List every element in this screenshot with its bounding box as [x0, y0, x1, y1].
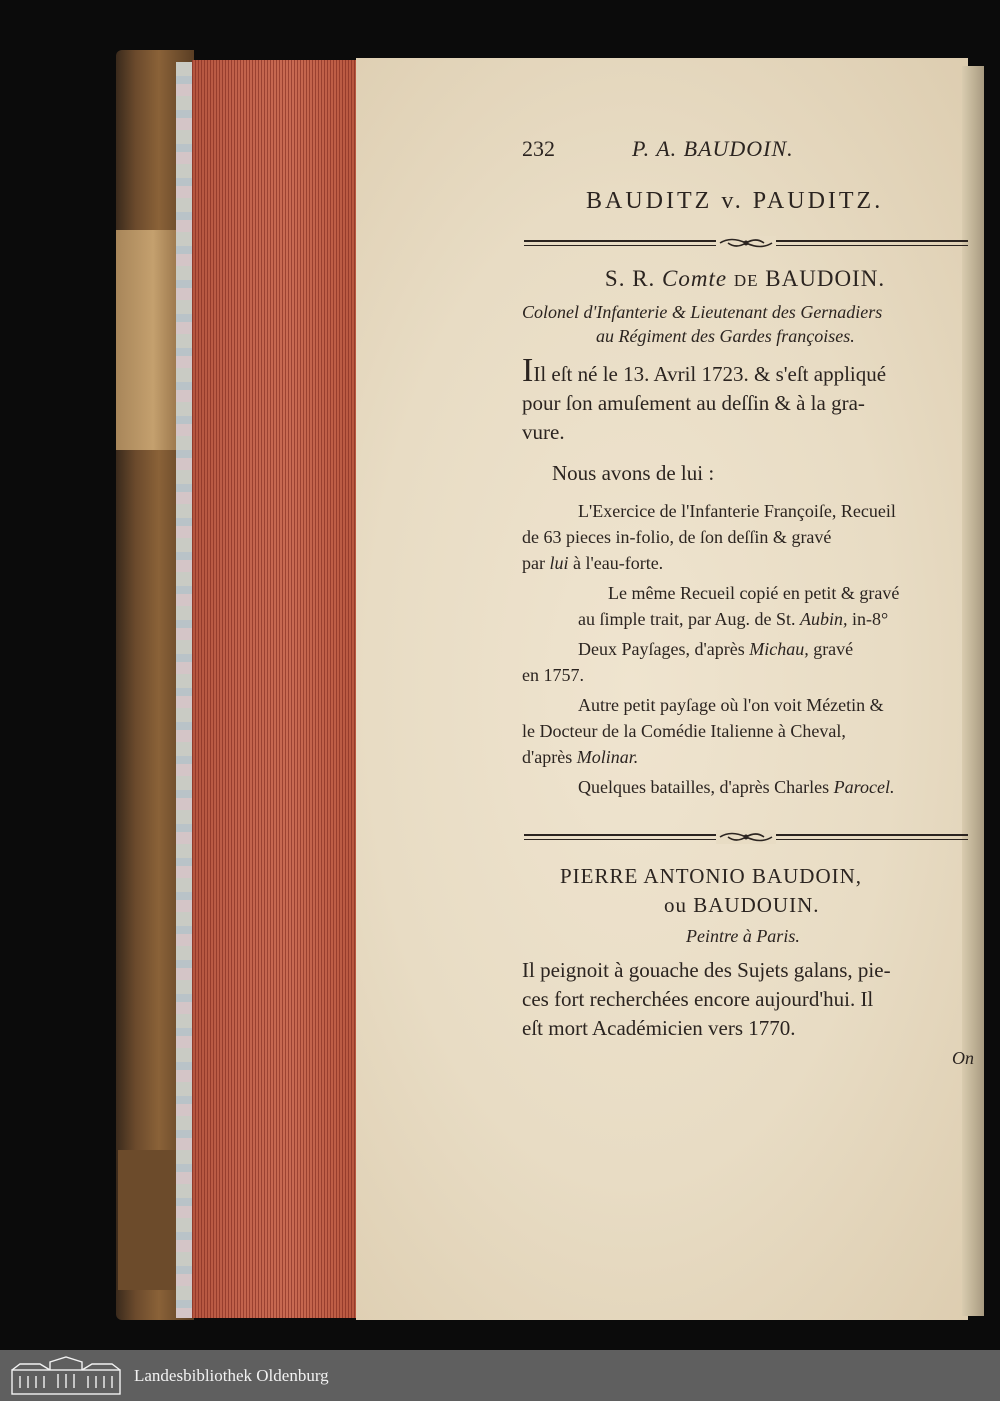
ornamental-rule: [524, 830, 968, 844]
page-number: 232: [522, 136, 555, 161]
page-text: [522, 130, 974, 1071]
ornamental-rule: [524, 236, 968, 250]
library-label: Landesbibliothek Oldenburg: [134, 1366, 329, 1385]
work-item: Quelques batailles, d'après Charles Parocel.: [578, 777, 895, 797]
rule-ornament-icon: [716, 830, 776, 844]
work-item: L'Exercice de l'Infanterie Françoiſe, Recueil: [578, 501, 896, 521]
running-title: P. A. BAUDOIN.: [632, 136, 794, 161]
entry2-heading-line1: PIERRE ANTONIO BAUDOIN,: [560, 864, 863, 888]
entry2-subtitle: Peintre à Paris.: [686, 926, 800, 946]
rule-ornament-icon: [716, 236, 776, 250]
entry1-biography: IIl eſt né le 13. Avril 1723. & s'eſt appliqué pour ſon amuſement au deſſin & à la gra- vure.: [522, 352, 887, 444]
entry1-heading: S. R. Comte DE BAUDOIN.: [604, 266, 886, 291]
entry1-title-line1: Colonel d'Infanterie & Lieutenant des Gernadiers: [522, 302, 883, 322]
page-edges: [192, 60, 358, 1318]
works-intro: Nous avons de lui :: [552, 461, 715, 485]
work-item: Le même Recueil copié en petit & gravé: [608, 583, 900, 603]
library-building-icon: [10, 1356, 122, 1396]
entry2-heading-line2: ou BAUDOUIN.: [664, 893, 820, 917]
spine-patch: [116, 230, 178, 450]
drop-initial: I: [522, 352, 534, 389]
works-list: L'Exercice de l'Infanterie Françoiſe, Recueil de 63 pieces in-folio, de ſon deſſin & gravé par lui à l'eau-forte. Le même Recueil copié en petit & gravé au ſimple trait, par Aug. de St. Aubin, in-8° Deux Payſages, d'après Michau, gravé en 1757. Autre petit payſage où l'on voit Mézetin & le Docteur de la Comédie Italienne à Cheval, d'après Molinar. Quelques batailles, d'après Charles Parocel.: [522, 498, 968, 800]
work-item: Autre petit payſage où l'on voit Mézetin &: [578, 695, 884, 715]
work-item: Deux Payſages, d'après Michau, gravé: [578, 639, 854, 659]
running-head: [522, 136, 968, 168]
section-title: BAUDITZ v. PAUDITZ.: [586, 188, 884, 214]
entry1-title-line2: au Régiment des Gardes françoises.: [596, 326, 855, 346]
catchword: On: [952, 1048, 974, 1068]
entry2-biography: Il peignoit à gouache des Sujets galans, pie- ces fort recherchées encore aujourd'hui. Il eſt mort Académicien vers 1770. On: [522, 956, 968, 1071]
spine-patch-lower: [118, 1150, 178, 1290]
